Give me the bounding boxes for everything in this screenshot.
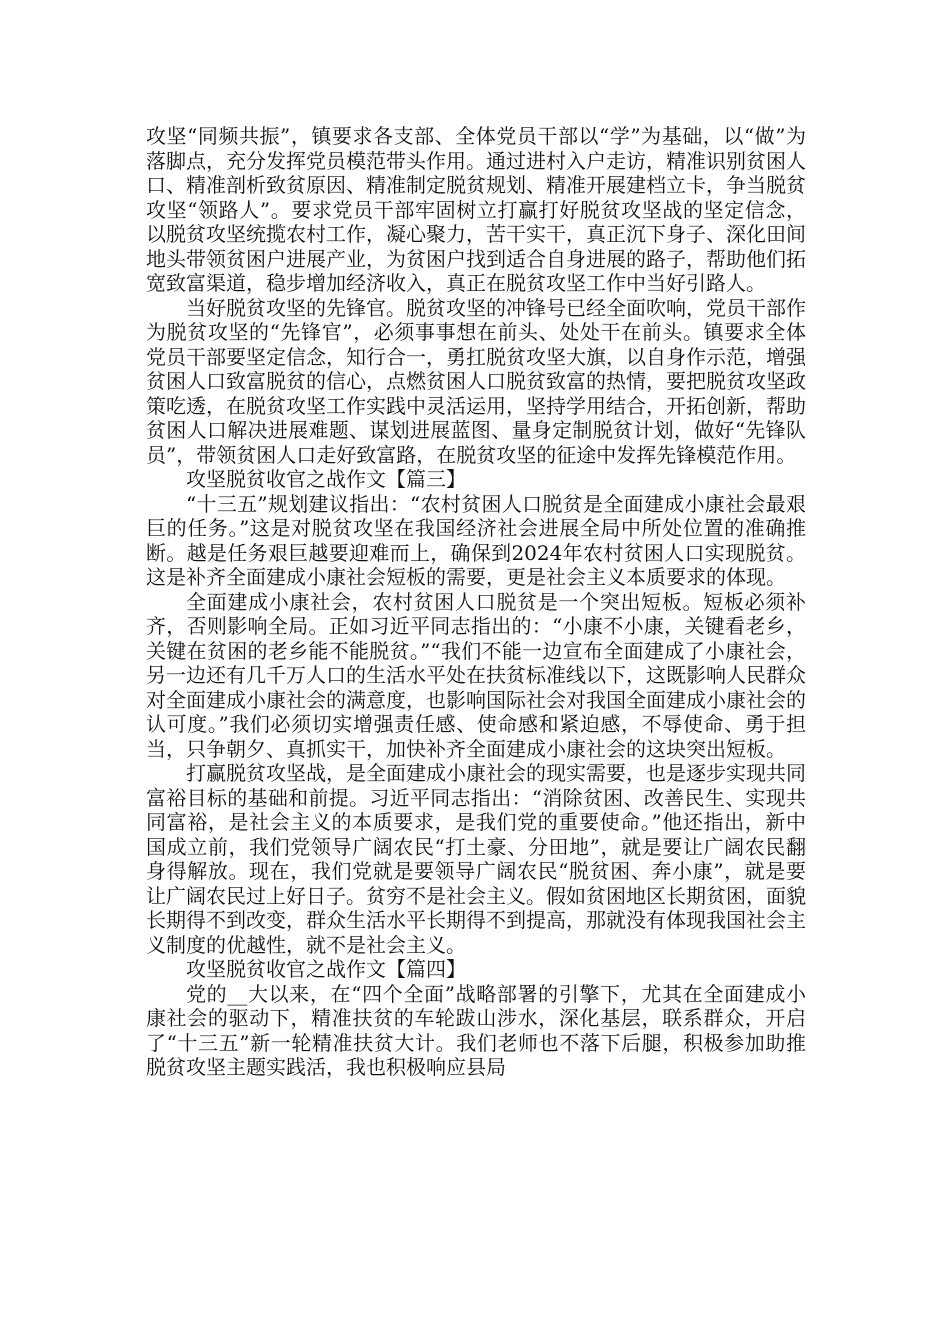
paragraph: 攻坚“同频共振”，镇要求各支部、全体党员干部以“学”为基础，以“做”为落脚点，充分发挥党员模范带头作用。通过进村入户走访，精准识别贫困人口、精准剖析致贫原因、精准制定脱贫规划、精准开展建档立卡，争当脱贫攻坚“领路人”。要求党员干部牢固树立打赢打好脱贫攻坚战的坚定信念，以脱贫攻坚统揽农村工作，凝心聚力，苦干实干，真正沉下身子、深化田间地头带领贫困户进展产业，为贫困户找到适合自身进展的路子，帮助他们拓宽致富渠道，稳步增加经济收入，真正在脱贫攻坚工作中当好引路人。 <box>146 124 806 295</box>
paragraph: “十三五”规划建议指出：“农村贫困人口脱贫是全面建成小康社会最艰巨的任务。”这是对脱贫攻坚在我国经济社会进展全局中所处位置的准确推断。越是任务艰巨越要迎难而上，确保到2024年农村贫困人口实现脱贫。这是补齐全面建成小康社会短板的需要，更是社会主义本质要求的体现。 <box>146 491 806 589</box>
paragraph: 打赢脱贫攻坚战，是全面建成小康社会的现实需要，也是逐步实现共同富裕目标的基础和前提。习近平同志指出：“消除贫困、改善民生、实现共同富裕，是社会主义的本质要求，是我们党的重要使命。”他还指出，新中国成立前，我们党领导广阔农民“打土豪、分田地”，就是要让广阔农民翻身得解放。现在，我们党就是要领导广阔农民“脱贫困、奔小康”，就是要让广阔农民过上好日子。贫穷不是社会主义。假如贫困地区长期贫困，面貌长期得不到改变，群众生活水平长期得不到提高，那就没有体现我国社会主义制度的优越性，就不是社会主义。 <box>146 761 806 957</box>
section-heading: 攻坚脱贫收官之战作文【篇四】 <box>186 957 466 981</box>
paragraph: 当好脱贫攻坚的先锋官。脱贫攻坚的冲锋号已经全面吹响，党员干部作为脱贫攻坚的“先锋官”，必须事事想在前头、处处干在前头。镇要求全体党员干部要坚定信念，知行合一，勇扛脱贫攻坚大旗，以自身作示范，增强贫困人口致富脱贫的信心，点燃贫困人口脱贫致富的热情，要把脱贫攻坚政策吃透，在脱贫攻坚工作实践中灵活运用，坚持学用结合，开拓创新，帮助贫困人口解决进展难题、谋划进展蓝图、量身定制脱贫计划，做好“先锋队员”，带领贫困人口走好致富路，在脱贫攻坚的征途中发挥先锋模范作用。 <box>146 295 806 467</box>
section-heading: 攻坚脱贫收官之战作文【篇三】 <box>186 467 466 491</box>
paragraph: 党的__大以来，在“四个全面”战略部署的引擎下，尤其在全面建成小康社会的驱动下，精准扶贫的车轮跋山涉水，深化基层，联系群众，开启了“十三五”新一轮精准扶贫大计。我们老师也不落下后腿，积极参加助推脱贫攻坚主题实践活，我也积极响应县局 <box>146 981 806 1079</box>
document-body <box>146 124 806 1080</box>
paragraph: 全面建成小康社会，农村贫困人口脱贫是一个突出短板。短板必须补齐，否则影响全局。正如习近平同志指出的：“小康不小康，关键看老乡，关键在贫困的老乡能不能脱贫。”“我们不能一边宣布全面建成了小康社会，另一边还有几千万人口的生活水平处在扶贫标准线以下，这既影响人民群众对全面建成小康社会的满意度，也影响国际社会对我国全面建成小康社会的认可度。”我们必须切实增强责任感、使命感和紧迫感，不辱使命、勇于担当，只争朝夕、真抓实干，加快补齐全面建成小康社会的这块突出短板。 <box>146 589 806 761</box>
